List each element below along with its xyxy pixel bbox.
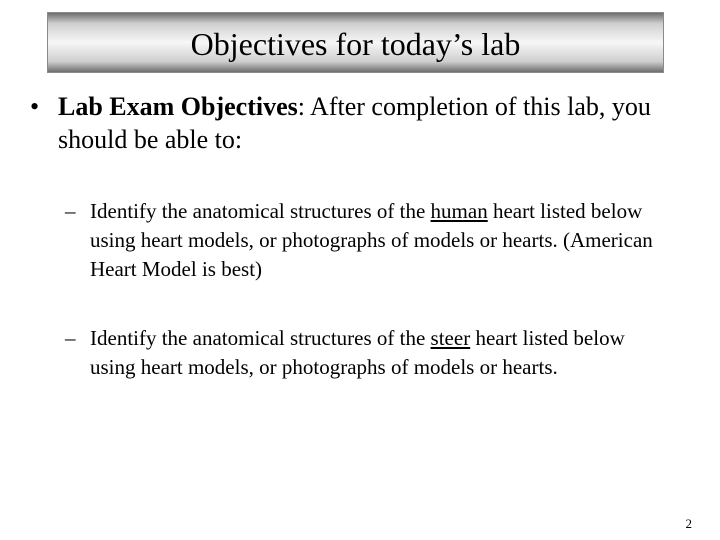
bullet-body-text: : After completion of this lab, you should be able to: xyxy=(58,92,651,154)
slide-number: 2 xyxy=(685,516,692,531)
slide-title: Objectives for today’s lab xyxy=(190,25,521,62)
underlined-word-steer: steer xyxy=(430,326,471,350)
dash-marker: – xyxy=(65,326,76,350)
bullet-marker: • xyxy=(30,92,40,121)
title-bar xyxy=(47,12,664,73)
sub-bullet-text-after: heart listed below using heart models, or photographs of models or hearts. xyxy=(90,326,625,379)
sub-bullet-text-after: heart listed below using heart models, or photographs of models or hearts. (American Heart Model is best) xyxy=(90,199,653,281)
bullet-bold-label: Lab Exam Objectives xyxy=(58,92,298,121)
sub-bullet-text-before: Identify the anatomical structures of the xyxy=(90,199,431,223)
sub-bullet-steer xyxy=(65,324,675,382)
underlined-word-human: human xyxy=(430,199,488,223)
dash-marker: – xyxy=(65,199,76,223)
main-bullet xyxy=(30,90,670,156)
sub-bullet-human xyxy=(65,197,675,284)
sub-bullet-text-before: Identify the anatomical structures of the xyxy=(90,326,431,350)
main-bullet-text xyxy=(58,90,670,156)
sub-bullet-text xyxy=(90,324,675,382)
sub-bullet-text xyxy=(90,197,675,284)
